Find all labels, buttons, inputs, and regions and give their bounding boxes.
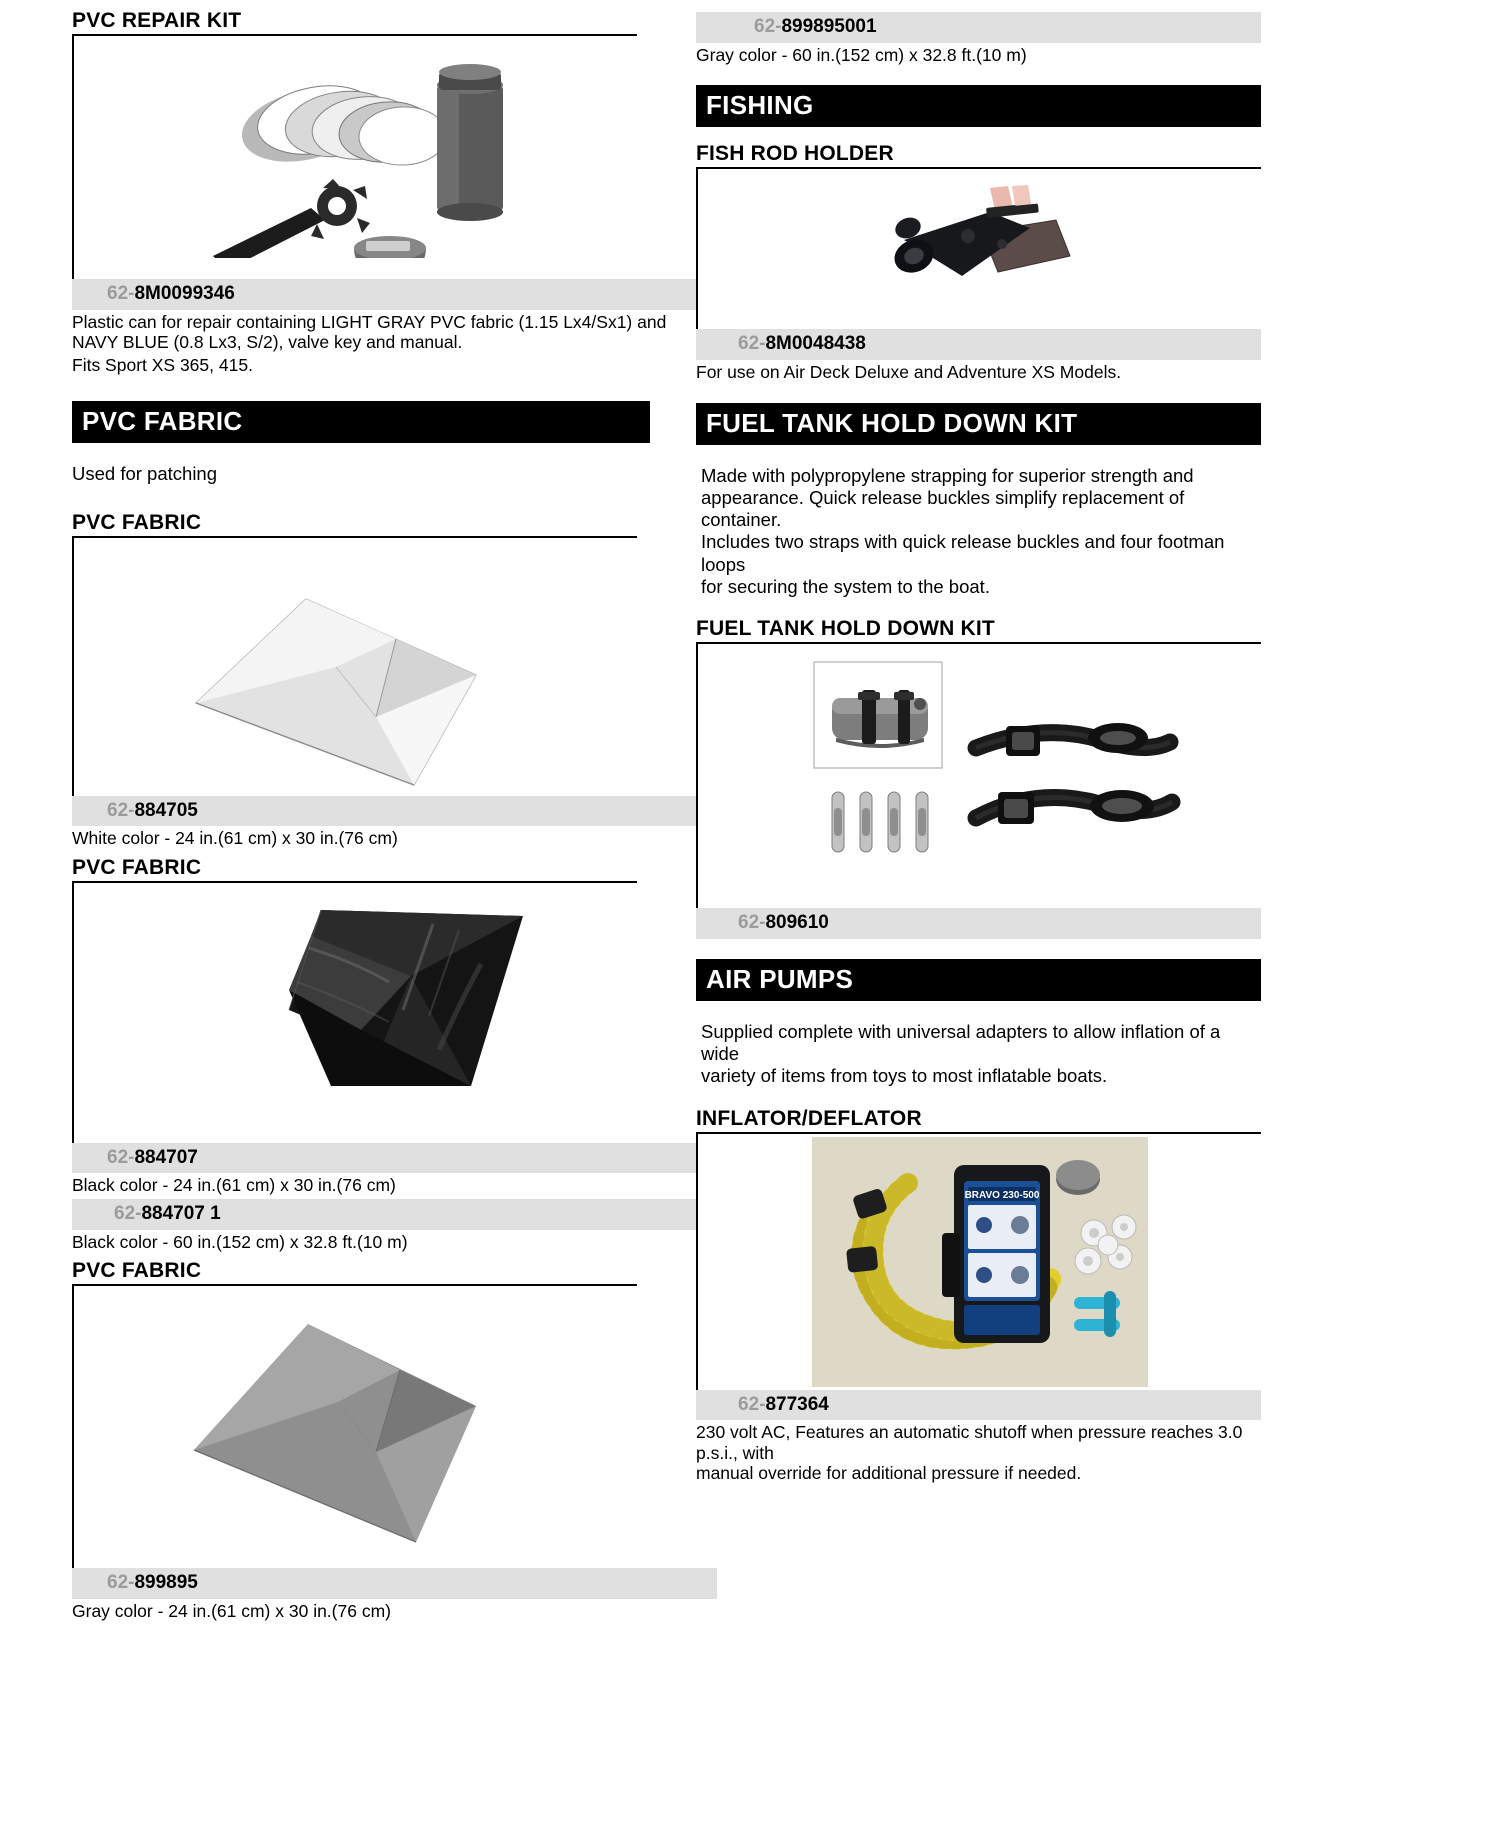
fish-rod-holder-heading: FISH ROD HOLDER	[696, 143, 1261, 169]
part-prefix: 62-	[738, 912, 766, 934]
fuel-tank-hold-down-kit-image	[696, 644, 1261, 908]
part-number-row	[72, 796, 717, 827]
part-number: 809610	[765, 912, 829, 934]
part-description-line: Black color - 24 in.(61 cm) x 30 in.(76 cm)	[72, 1175, 396, 1196]
part-number-row	[72, 1568, 717, 1599]
part-prefix: 62-	[107, 283, 135, 305]
part-description-line: Plastic can for repair containing LIGHT GRAY PVC fabric (1.15 Lx4/Sx1) and	[72, 311, 667, 332]
section-body-line: Made with polypropylene strapping for superior strength and	[701, 464, 1194, 486]
fuel-tank-kit-illustration	[770, 656, 1190, 896]
pvc-fabric-gray-image	[72, 1286, 637, 1568]
part-description-line: NAVY BLUE (0.8 Lx3, S/2), valve key and manual.	[72, 332, 463, 353]
pvc-repair-kit-heading: PVC REPAIR KIT	[72, 10, 637, 36]
section-body-line: for securing the system to the boat.	[701, 575, 990, 597]
part-number-row	[696, 1390, 1261, 1421]
part-prefix: 62-	[754, 16, 782, 37]
pvc-fabric-gray-heading: PVC FABRIC	[72, 1260, 637, 1286]
part-number-row-variant	[72, 1199, 717, 1230]
pvc-repair-kit-illustration	[191, 58, 521, 258]
part-number-row	[696, 329, 1261, 360]
part-description-line: manual override for additional pressure if needed.	[696, 1463, 1082, 1484]
section-band-air-pumps: AIR PUMPS	[696, 959, 1261, 1001]
section-body-line: appearance. Quick release buckles simplify replacement of container.	[701, 487, 1185, 531]
part-description-line: Black color - 60 in.(152 cm) x 32.8 ft.(10 m)	[72, 1231, 408, 1252]
fish-rod-holder-image	[696, 169, 1261, 329]
part-description-line: Fits Sport XS 365, 415.	[72, 354, 253, 375]
part-description-line: White color - 24 in.(61 cm) x 30 in.(76 cm)	[72, 828, 398, 849]
left-column	[72, 0, 717, 1621]
section-intro-text: Used for patching	[72, 463, 218, 485]
part-number-row	[696, 12, 1261, 43]
part-prefix: 62-	[738, 333, 766, 355]
part-prefix: 62-	[107, 799, 135, 821]
part-number-row	[72, 279, 717, 310]
part-prefix: 62-	[114, 1202, 142, 1224]
white-fabric-illustration	[176, 547, 536, 787]
part-prefix: 62-	[107, 1146, 135, 1168]
part-number-row	[696, 908, 1261, 939]
part-number: 877364	[765, 1393, 829, 1415]
part-number: 884707	[134, 1146, 198, 1168]
black-fabric-illustration	[171, 890, 541, 1135]
part-prefix: 62-	[738, 1393, 766, 1415]
fuel-tank-kit-heading: FUEL TANK HOLD DOWN KIT	[696, 618, 1261, 644]
fish-rod-holder-illustration	[870, 184, 1090, 314]
part-prefix: 62-	[107, 1572, 135, 1594]
pvc-fabric-white-image	[72, 538, 637, 796]
pvc-fabric-black-heading: PVC FABRIC	[72, 857, 637, 883]
pvc-repair-kit-image	[72, 36, 637, 279]
part-number: 884707 1	[141, 1202, 221, 1224]
part-number: 8M0048438	[765, 333, 866, 355]
section-body-line: Includes two straps with quick release buckles and four footman loops	[701, 531, 1225, 575]
inflator-illustration	[812, 1137, 1148, 1387]
inflator-deflator-heading: INFLATOR/DEFLATOR	[696, 1108, 1261, 1134]
section-band-fuel-tank: FUEL TANK HOLD DOWN KIT	[696, 403, 1261, 445]
inflator-deflator-image	[696, 1134, 1261, 1390]
pvc-fabric-black-image	[72, 883, 637, 1143]
gray-fabric-illustration	[176, 1302, 536, 1552]
pvc-fabric-white-heading: PVC FABRIC	[72, 512, 637, 538]
part-number: 899895	[134, 1572, 198, 1594]
part-number: 8M0099346	[134, 283, 235, 305]
section-body-line: variety of items from toys to most inflatable boats.	[701, 1065, 1108, 1087]
pump-label-text: BRAVO 230-500	[964, 1189, 1039, 1201]
part-description-line: For use on Air Deck Deluxe and Adventure XS Models.	[696, 362, 1122, 383]
right-column	[696, 0, 1261, 1484]
part-number: 884705	[134, 799, 198, 821]
inflator-photo-area	[812, 1137, 1148, 1387]
section-band-fishing: FISHING	[696, 85, 1261, 127]
part-description-line: Gray color - 24 in.(61 cm) x 30 in.(76 cm)	[72, 1600, 391, 1621]
part-number-row	[72, 1143, 717, 1174]
section-body-line: Supplied complete with universal adapters to allow inflation of a wide	[701, 1020, 1221, 1065]
part-description-line: Gray color - 60 in.(152 cm) x 32.8 ft.(10 m)	[696, 44, 1027, 65]
section-band-pvc-fabric: PVC FABRIC	[72, 401, 650, 443]
part-description-line: 230 volt AC, Features an automatic shutoff when pressure reaches 3.0 p.s.i., with	[696, 1422, 1243, 1463]
part-number: 899895001	[781, 16, 877, 37]
